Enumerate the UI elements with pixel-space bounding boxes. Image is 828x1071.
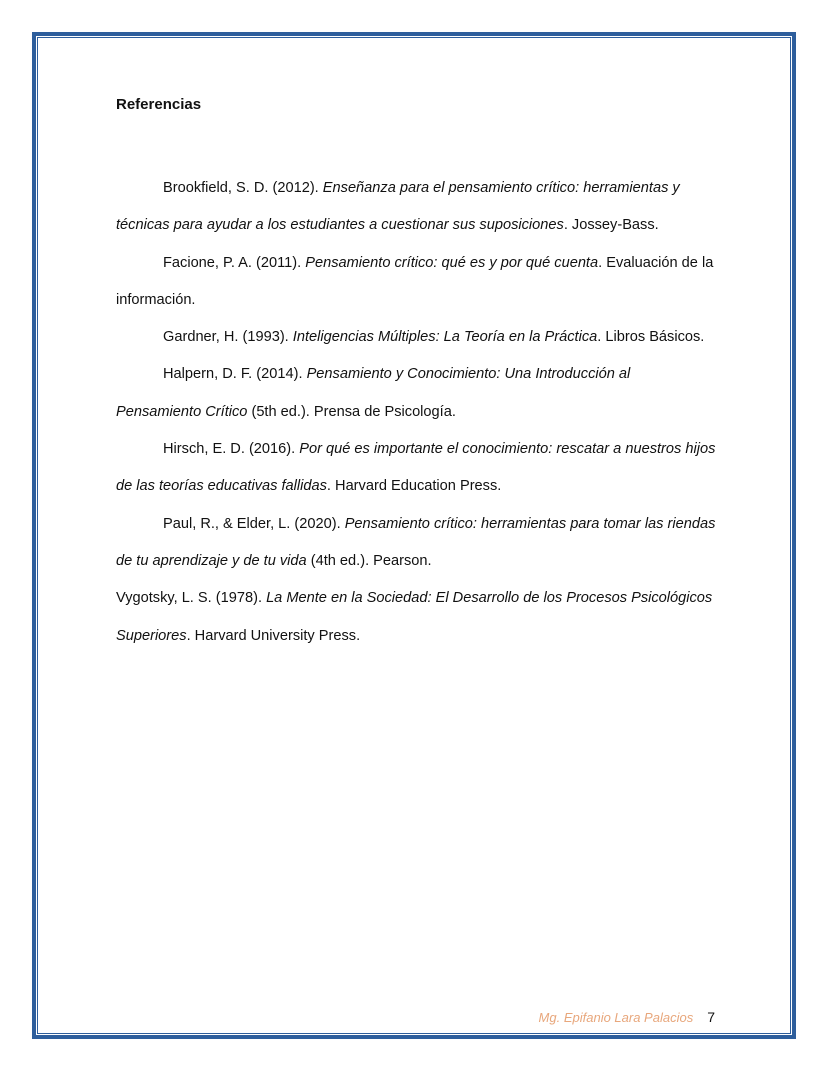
reference-title: Pensamiento y Conocimiento: Una Introducción al Pensamiento Crítico (116, 366, 631, 420)
reference-entry (116, 170, 716, 245)
reference-publisher: . Jossey-Bass. (563, 217, 659, 234)
reference-entry (116, 431, 716, 506)
footer-author: Mg. Epifanio Lara Palacios (538, 1010, 694, 1025)
reference-publisher: . Harvard University Press. (186, 627, 361, 644)
reference-entry (116, 319, 716, 356)
reference-title: Por qué es importante el conocimiento: rescatar a nuestros hijos de las teorías educativas fallidas (116, 441, 716, 495)
section-heading: Referencias (116, 96, 202, 113)
page-footer (539, 1007, 715, 1028)
reference-authors-year: Paul, R., & Elder, L. (2020). (163, 515, 345, 532)
reference-title: Pensamiento crítico: qué es y por qué cuenta (305, 254, 599, 271)
reference-publisher: (4th ed.). Pearson. (306, 552, 432, 569)
reference-entry (116, 356, 716, 431)
page-number: 7 (707, 1009, 715, 1025)
reference-publisher: . Libros Básicos. (597, 329, 705, 346)
reference-title: La Mente en la Sociedad: El Desarrollo de los Procesos Psicológicos Superiores (116, 590, 713, 644)
reference-authors-year: Hirsch, E. D. (2016). (163, 441, 300, 458)
reference-entry (116, 506, 716, 581)
reference-entry (116, 580, 716, 655)
reference-entry (116, 245, 716, 320)
reference-authors-year: Facione, P. A. (2011). (163, 254, 306, 271)
reference-publisher: . Harvard Education Press. (326, 478, 502, 495)
reference-title: Enseñanza para el pensamiento crítico: herramientas y técnicas para ayudar a los estudiantes a cuestionar sus suposiciones (116, 180, 680, 234)
reference-title: Pensamiento crítico: herramientas para tomar las riendas de tu aprendizaje y de tu vida (116, 515, 716, 569)
reference-authors-year: Gardner, H. (1993). (163, 329, 293, 346)
reference-authors-year: Brookfield, S. D. (2012). (163, 180, 323, 196)
reference-authors-year: Vygotsky, L. S. (1978). (116, 590, 267, 607)
reference-publisher: (5th ed.). Prensa de Psicología. (247, 403, 456, 420)
reference-publisher: . Evaluación de la información. (116, 254, 714, 308)
reference-title: Inteligencias Múltiples: La Teoría en la Práctica (292, 329, 598, 346)
references-section (116, 94, 716, 655)
reference-authors-year: Halpern, D. F. (2014). (163, 366, 307, 383)
